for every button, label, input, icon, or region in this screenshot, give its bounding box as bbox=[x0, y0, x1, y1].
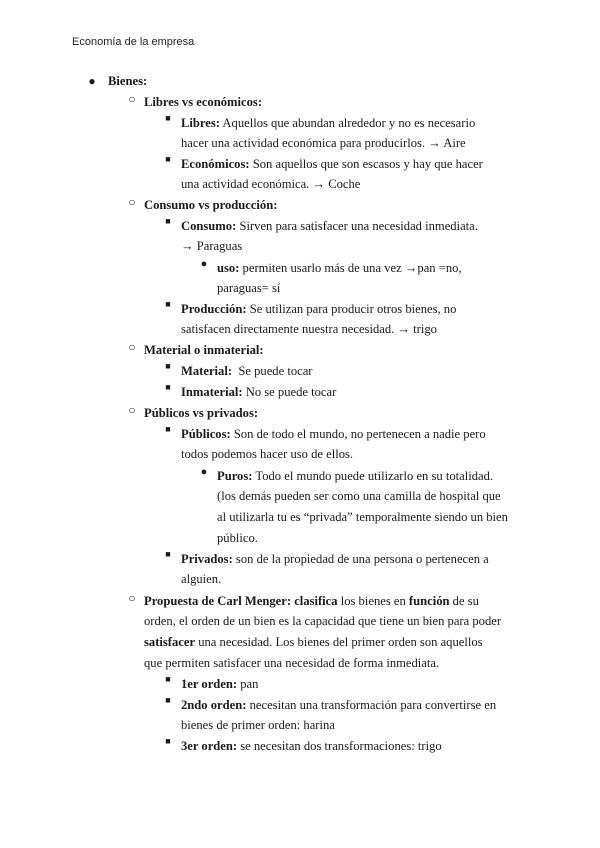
page-header: Economía de la empresa bbox=[72, 36, 195, 48]
heading-libres-vs-economicos: Libres vs económicos: bbox=[144, 95, 263, 109]
item-produccion-cont: satisfacen directamente nuestra necesidad. → trigo bbox=[181, 322, 437, 336]
bullet-square-icon: ■ bbox=[165, 216, 171, 226]
item-uso-cont: paraguas= sí bbox=[217, 281, 281, 295]
bullet-square-icon: ■ bbox=[165, 361, 171, 371]
item-privados: Privados: son de la propiedad de una persona o pertenecen a bbox=[181, 552, 489, 566]
bullet-hollow-circle-icon: ○ bbox=[128, 92, 136, 106]
propuesta-text-4: que permiten satisfacer una necesidad de forma inmediata. bbox=[144, 656, 440, 670]
bullet-filled-circle-icon: ● bbox=[88, 74, 96, 88]
bullet-filled-circle-icon: ● bbox=[200, 466, 208, 478]
heading-consumo-vs-produccion: Consumo vs producción: bbox=[144, 198, 278, 212]
item-economicos: Económicos: Son aquellos que son escasos y hay que hacer bbox=[181, 157, 483, 171]
item-tercer-orden: 3er orden: se necesitan dos transformaciones: trigo bbox=[181, 739, 442, 753]
bullet-hollow-circle-icon: ○ bbox=[128, 340, 136, 354]
bullet-square-icon: ■ bbox=[165, 424, 171, 434]
term-bienes: Bienes bbox=[108, 74, 143, 88]
item-segundo-orden-cont: bienes de primer orden: harina bbox=[181, 718, 335, 732]
item-privados-cont: alguien. bbox=[181, 572, 222, 586]
item-material: Material: Se puede tocar bbox=[181, 364, 313, 378]
bullet-square-icon: ■ bbox=[165, 549, 171, 559]
bullet-square-icon: ■ bbox=[165, 736, 171, 746]
item-bienes: Bienes: bbox=[108, 74, 148, 88]
bullet-square-icon: ■ bbox=[165, 113, 171, 123]
item-economicos-cont: una actividad económica. → Coche bbox=[181, 177, 361, 191]
heading-material-o-inmaterial: Material o inmaterial: bbox=[144, 343, 264, 357]
item-puros: Puros: Todo el mundo puede utilizarlo en su totalidad. bbox=[217, 469, 494, 483]
bullet-square-icon: ■ bbox=[165, 695, 171, 705]
propuesta-text-2: orden, el orden de un bien es la capacidad que tiene un bien para poder bbox=[144, 614, 502, 628]
item-puros-cont-3: público. bbox=[217, 531, 258, 545]
bullet-hollow-circle-icon: ○ bbox=[128, 403, 136, 417]
heading-publicos-vs-privados: Públicos vs privados: bbox=[144, 406, 259, 420]
item-puros-cont-1: (los demás pueden ser como una camilla de hospital que bbox=[217, 489, 501, 503]
bullet-square-icon: ■ bbox=[165, 154, 171, 164]
item-consumo-cont: → Paraguas bbox=[181, 239, 243, 253]
item-consumo: Consumo: Sirven para satisfacer una necesidad inmediata. bbox=[181, 219, 478, 233]
propuesta-text-3: satisfacer una necesidad. Los bienes del primer orden son aquellos bbox=[144, 635, 483, 649]
item-puros-cont-2: al utilizarla tu es “privada” temporalmente siendo un bien bbox=[217, 510, 508, 524]
item-publicos: Públicos: Son de todo el mundo, no pertenecen a nadie pero bbox=[181, 427, 486, 441]
item-segundo-orden: 2ndo orden: necesitan una transformación para convertirse en bbox=[181, 698, 497, 712]
item-primer-orden: 1er orden: pan bbox=[181, 677, 259, 691]
heading-propuesta-carl-menger: Propuesta de Carl Menger: clasifica los bienes en función de su bbox=[144, 594, 479, 608]
bullet-square-icon: ■ bbox=[165, 299, 171, 309]
bullet-hollow-circle-icon: ○ bbox=[128, 591, 136, 605]
item-libres-cont: hacer una actividad económica para producirlos. → Aire bbox=[181, 136, 466, 150]
bullet-square-icon: ■ bbox=[165, 674, 171, 684]
bullet-filled-circle-icon: ● bbox=[200, 258, 208, 270]
item-libres: Libres: Aquellos que abundan alrededor y no es necesario bbox=[181, 116, 476, 130]
item-publicos-cont: todos podemos hacer uso de ellos. bbox=[181, 447, 354, 461]
item-produccion: Producción: Se utilizan para producir otros bienes, no bbox=[181, 302, 457, 316]
bullet-square-icon: ■ bbox=[165, 382, 171, 392]
bullet-hollow-circle-icon: ○ bbox=[128, 195, 136, 209]
item-inmaterial: Inmaterial: No se puede tocar bbox=[181, 385, 337, 399]
item-uso: uso: permiten usarlo más de una vez →pan =no, bbox=[217, 261, 462, 275]
